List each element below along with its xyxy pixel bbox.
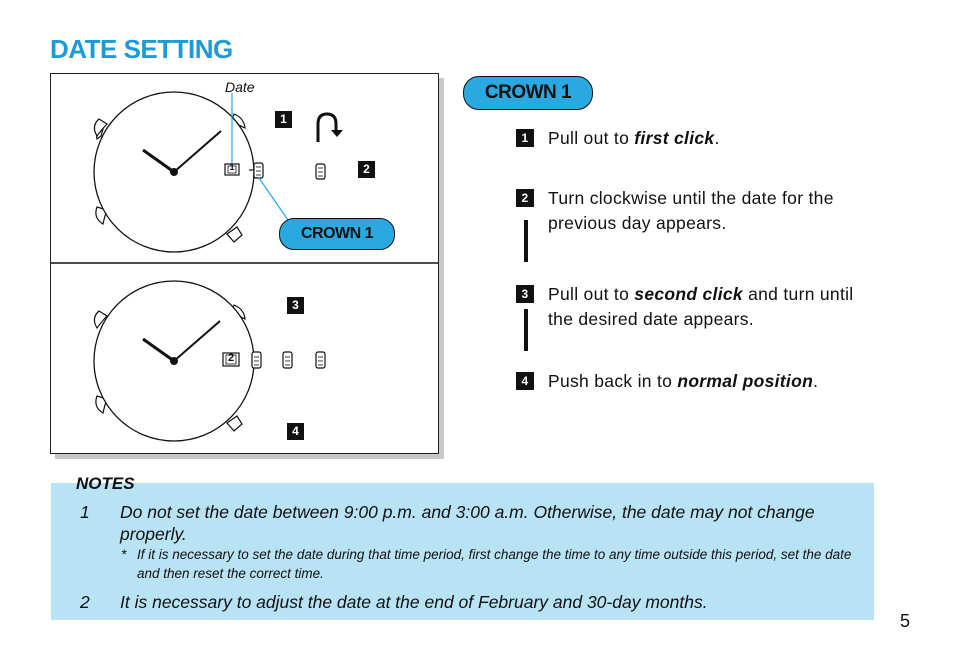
step-2-bar [524, 220, 528, 262]
step-2: 2 Turn clockwise until the date for the previous day appears. [516, 186, 878, 236]
top-crown [254, 163, 263, 178]
step-4-number: 4 [516, 372, 534, 390]
crown-callout-line [259, 178, 288, 220]
page-number: 5 [900, 611, 911, 631]
watch-figure [50, 73, 439, 454]
top-crown-turn [316, 164, 325, 179]
step-2-number: 2 [516, 189, 534, 207]
bottom-crown-positions [252, 352, 325, 368]
notes-heading: NOTES [76, 474, 135, 493]
step-4: 4 Push back in to normal position. [516, 369, 878, 394]
step-3-number: 3 [516, 285, 534, 303]
figure-badge-2: 2 [358, 161, 375, 178]
figure-badge-4: 4 [287, 423, 304, 440]
rotate-arrow-icon [318, 114, 336, 142]
note-1-number: 1 [80, 502, 90, 522]
figure-crown-label: CROWN 1 [279, 218, 395, 250]
date-label: Date [225, 79, 255, 95]
note-sub-marker: * [121, 547, 127, 562]
note-2-number: 2 [80, 592, 90, 612]
step-1: 1 Pull out to first click. [516, 126, 878, 151]
step-3-bar [524, 309, 528, 351]
note-1-text: Do not set the date between 9:00 p.m. and 3:00 a.m. Otherwise, the date may not change properly. [120, 502, 815, 544]
note-sub-text: If it is necessary to set the date during that time period, first change the time to any time outside this period, set the date and then reset the correct time. [137, 547, 852, 581]
crown-heading: CROWN 1 [463, 76, 593, 110]
page-title: DATE SETTING [50, 34, 233, 64]
watch-diagram [51, 74, 438, 453]
step-3: 3 Pull out to second click and turn until the desired date appears. [516, 282, 878, 332]
note-2-text: It is necessary to adjust the date at the end of February and 30-day months. [120, 592, 708, 612]
figure-badge-1: 1 [275, 111, 292, 128]
bottom-date-digit: 2 [227, 352, 235, 364]
top-date-digit: 1 [229, 162, 235, 172]
figure-badge-3: 3 [287, 297, 304, 314]
top-watch-center [170, 168, 178, 176]
step-1-number: 1 [516, 129, 534, 147]
